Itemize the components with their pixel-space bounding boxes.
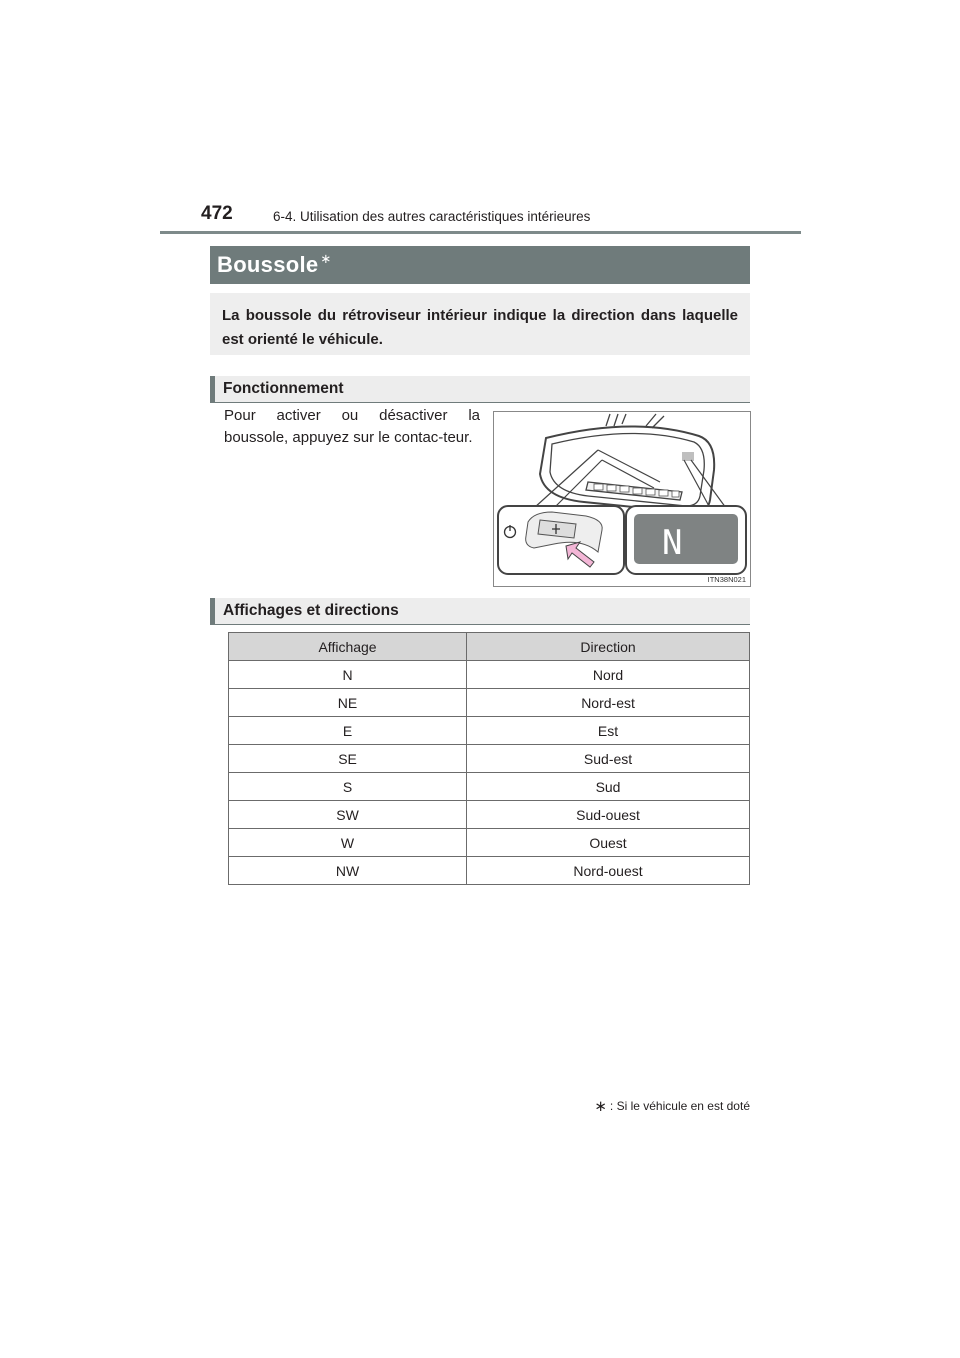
section-header: 6-4. Utilisation des autres caractéristiques intérieures bbox=[273, 209, 591, 224]
table-header-row bbox=[229, 633, 750, 661]
intro-box bbox=[210, 293, 750, 355]
directions-heading bbox=[210, 598, 750, 625]
direction-cell: Est bbox=[467, 717, 750, 745]
display-cell: SW bbox=[229, 801, 467, 829]
table-row bbox=[229, 773, 750, 801]
title-text: Boussole bbox=[217, 252, 319, 277]
table-row bbox=[229, 857, 750, 885]
direction-cell: Sud bbox=[467, 773, 750, 801]
display-cell: NW bbox=[229, 857, 467, 885]
column-header-direction: Direction bbox=[467, 633, 750, 661]
figure-code: ITN38N021 bbox=[707, 575, 746, 584]
page-number: 472 bbox=[201, 203, 233, 224]
direction-cell: Nord-ouest bbox=[467, 857, 750, 885]
display-cell: S bbox=[229, 773, 467, 801]
header-rule bbox=[160, 231, 801, 234]
column-header-display: Affichage bbox=[229, 633, 467, 661]
direction-cell: Nord-est bbox=[467, 689, 750, 717]
table-row bbox=[229, 829, 750, 857]
optional-marker: ∗ bbox=[320, 251, 332, 266]
table-row bbox=[229, 801, 750, 829]
direction-cell: Ouest bbox=[467, 829, 750, 857]
display-cell: NE bbox=[229, 689, 467, 717]
display-cell: SE bbox=[229, 745, 467, 773]
direction-cell: Nord bbox=[467, 661, 750, 689]
table-row bbox=[229, 745, 750, 773]
footnote-text: : Si le véhicule en est doté bbox=[609, 1099, 750, 1113]
direction-cell: Sud-est bbox=[467, 745, 750, 773]
display-cell: E bbox=[229, 717, 467, 745]
direction-cell: Sud-ouest bbox=[467, 801, 750, 829]
operation-text: Pour activer ou désactiver la boussole, appuyez sur le contac-teur. bbox=[224, 407, 480, 446]
page-title bbox=[217, 251, 332, 278]
operation-heading-text: Fonctionnement bbox=[223, 380, 344, 397]
directions-table bbox=[228, 632, 750, 885]
directions-heading-text: Affichages et directions bbox=[223, 602, 399, 619]
compass-display-letter: N bbox=[662, 523, 683, 563]
table-row bbox=[229, 689, 750, 717]
operation-heading bbox=[210, 376, 750, 403]
footnote bbox=[570, 1097, 750, 1115]
table-row bbox=[229, 661, 750, 689]
footnote-marker: ∗ bbox=[594, 1098, 607, 1115]
title-bar bbox=[210, 246, 750, 284]
mirror-illustration bbox=[493, 411, 751, 587]
display-cell: N bbox=[229, 661, 467, 689]
intro-text: La boussole du rétroviseur intérieur indique la direction dans laquelle est orienté le véhicule. bbox=[222, 307, 738, 348]
display-cell: W bbox=[229, 829, 467, 857]
table-row bbox=[229, 717, 750, 745]
